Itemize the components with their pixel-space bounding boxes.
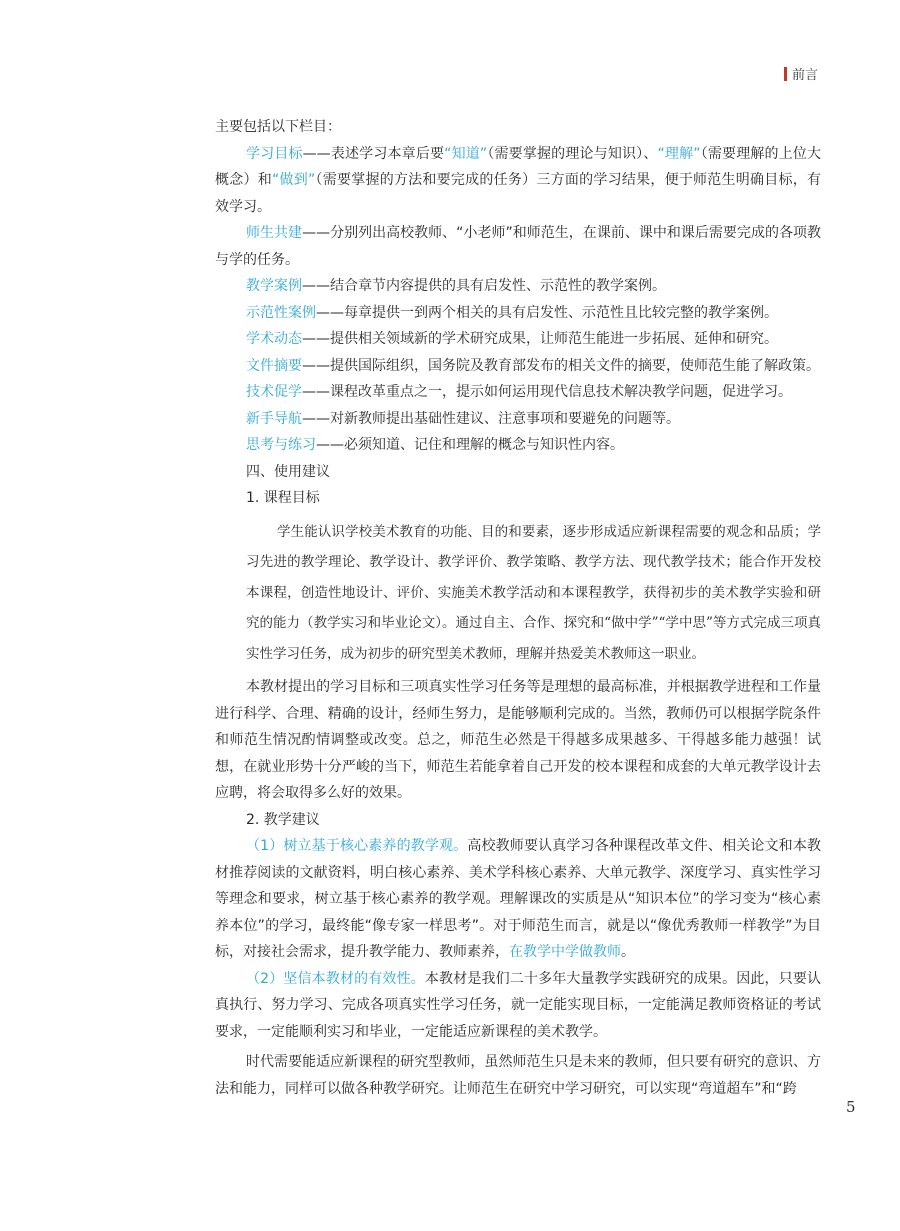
column-desc: （需要理解的上位大概念）和	[215, 145, 822, 188]
page-number: 5	[846, 1098, 856, 1116]
section-heading: 四、使用建议	[246, 463, 330, 480]
column-term: 思考与练习	[246, 437, 316, 453]
column-desc: “做到”	[271, 172, 316, 188]
subsection-heading-advice: 2. 教学建议	[246, 811, 320, 828]
column-term: 师生共建	[246, 225, 303, 241]
column-desc: ——结合章节内容提供的具有启发性、示范性的教学案例。	[302, 278, 666, 294]
column-term: 示范性案例	[246, 304, 316, 321]
column-term: 文件摘要	[246, 357, 302, 374]
advice-1-highlight: 在教学中学做教师	[509, 944, 621, 960]
column-entry	[215, 273, 821, 300]
column-entry	[215, 353, 821, 380]
advice-2-body: 本教材是我们二十多年大量教学实践研究的成果。因此，只要认真执行、努力学习、完成各项真实性学习任务，就一定能实现目标，一定能满足教师资格证的考试要求，一定能顺利实习和毕业，一定能适应新课程的美术教学。	[215, 970, 821, 1040]
column-entry	[215, 326, 821, 353]
paragraph-standard: 本教材提出的学习目标和三项真实性学习任务等是理想的最高标准，并根据教学进程和工作量进行科学、合理、精确的设计，经师生努力，是能够顺利完成的。当然，教师仍可以根据学院条件和师范生情况酌情调整或改变。总之，师范生必然是干得越多成果越多、干得越多能力越强！试想，在就业形势十分严峻的当下，师范生若能拿着自己开发的校本课程和成套的大单元教学设计去应聘，将会取得多么好的效果。	[215, 679, 821, 801]
column-entry	[215, 220, 821, 273]
advice-2-heading: （2）坚信本教材的有效性。	[246, 970, 425, 987]
column-desc: ——每章提供一到两个相关的具有启发性、示范性且比较完整的教学案例。	[316, 304, 778, 321]
column-desc: “理解”	[657, 145, 701, 162]
paragraph-last: 时代需要能适应新课程的研究型教师，虽然师范生只是未来的教师，但只要有研究的意识、方法和能力，同样可以做各种教学研究。让师范生在研究中学习研究，可以实现“弯道超车”和“跨	[215, 1054, 821, 1097]
subsection-heading-goals: 1. 课程目标	[246, 490, 320, 506]
advice-1-end: 。	[621, 944, 635, 960]
column-term: 教学案例	[246, 278, 302, 294]
column-entry	[215, 406, 821, 433]
header-section-label: 前言	[791, 68, 818, 83]
intro-line: 主要包括以下栏目：	[215, 119, 341, 135]
column-desc: ——分别列出高校教师、“小老师”和师范生，在课前、课中和课后需要完成的各项教与学的任务。	[215, 225, 822, 268]
advice-1-body: 高校教师要认真学习各种课程改革文件、相关论文和本教材推荐阅读的文献资料，明白核心素养、美术学科核心素养、大单元教学、深度学习、真实性学习等理念和要求，树立基于核心素养的教学观。理解课改的实质是从“知识本位”的学习变为“核心素养本位”的学习，最终能“像专家一样思考”。对于师范生而言，就是以“像优秀教师一样教学”为目标，对接社会需求，提升教学能力、教师素养，	[215, 838, 821, 960]
column-term: 新手导航	[246, 410, 302, 427]
column-desc: ——提供国际组织，国务院及教育部发布的相关文件的摘要，使师范生能了解政策。	[302, 357, 820, 374]
column-entry	[215, 379, 821, 406]
column-desc: “知道”	[444, 145, 488, 162]
column-term: 学习目标	[246, 145, 303, 162]
column-desc: ——课程改革重点之一，提示如何运用现代信息技术解决教学问题，促进学习。	[302, 384, 792, 400]
column-desc: ——对新教师提出基础性建议、注意事项和要避免的问题等。	[302, 410, 680, 427]
column-desc: （需要掌握的方法和要完成的任务）三方面的学习结果，便于师范生明确目标，有效学习。	[215, 172, 822, 215]
column-desc: ——提供相关领域新的学术研究成果，让师范生能进一步拓展、延伸和研究。	[302, 331, 778, 347]
column-entry	[215, 300, 821, 327]
advice-1-heading: （1）树立基于核心素养的教学观。	[246, 838, 468, 854]
column-desc: （需要掌握的理论与知识）、	[487, 145, 658, 162]
column-term: 学术动态	[246, 331, 302, 347]
course-goal-quote	[215, 517, 821, 670]
column-term: 技术促学	[246, 384, 302, 400]
main-content	[215, 114, 821, 1102]
header-accent-bar	[784, 67, 787, 81]
advice-paragraph-2	[215, 966, 821, 1046]
advice-paragraph-1	[215, 833, 821, 966]
column-desc: ——必须知道、记住和理解的概念与知识性内容。	[316, 437, 624, 453]
column-entry	[215, 141, 821, 221]
column-desc: ——表述学习本章后要	[302, 145, 445, 162]
course-goal-text: 学生能认识学校美术教育的功能、目的和要素，逐步形成适应新课程需要的观念和品质；学习先进的教学理论、教学设计、教学评价、教学策略、教学方法、现代教学技术；能合作开发校本课程，创造性地设计、评价、实施美术教学活动和本课程教学，获得初步的美术教学实验和研究的能力（教学实习和毕业论文）。通过自主、合作、探究和“做中学”“学中思”等方式完成三项真实性学习任务，成为初步的研究型美术教师，理解并热爱美术教师这一职业。	[246, 523, 821, 662]
column-list	[215, 141, 821, 459]
running-header	[784, 64, 818, 83]
column-entry	[215, 432, 821, 459]
